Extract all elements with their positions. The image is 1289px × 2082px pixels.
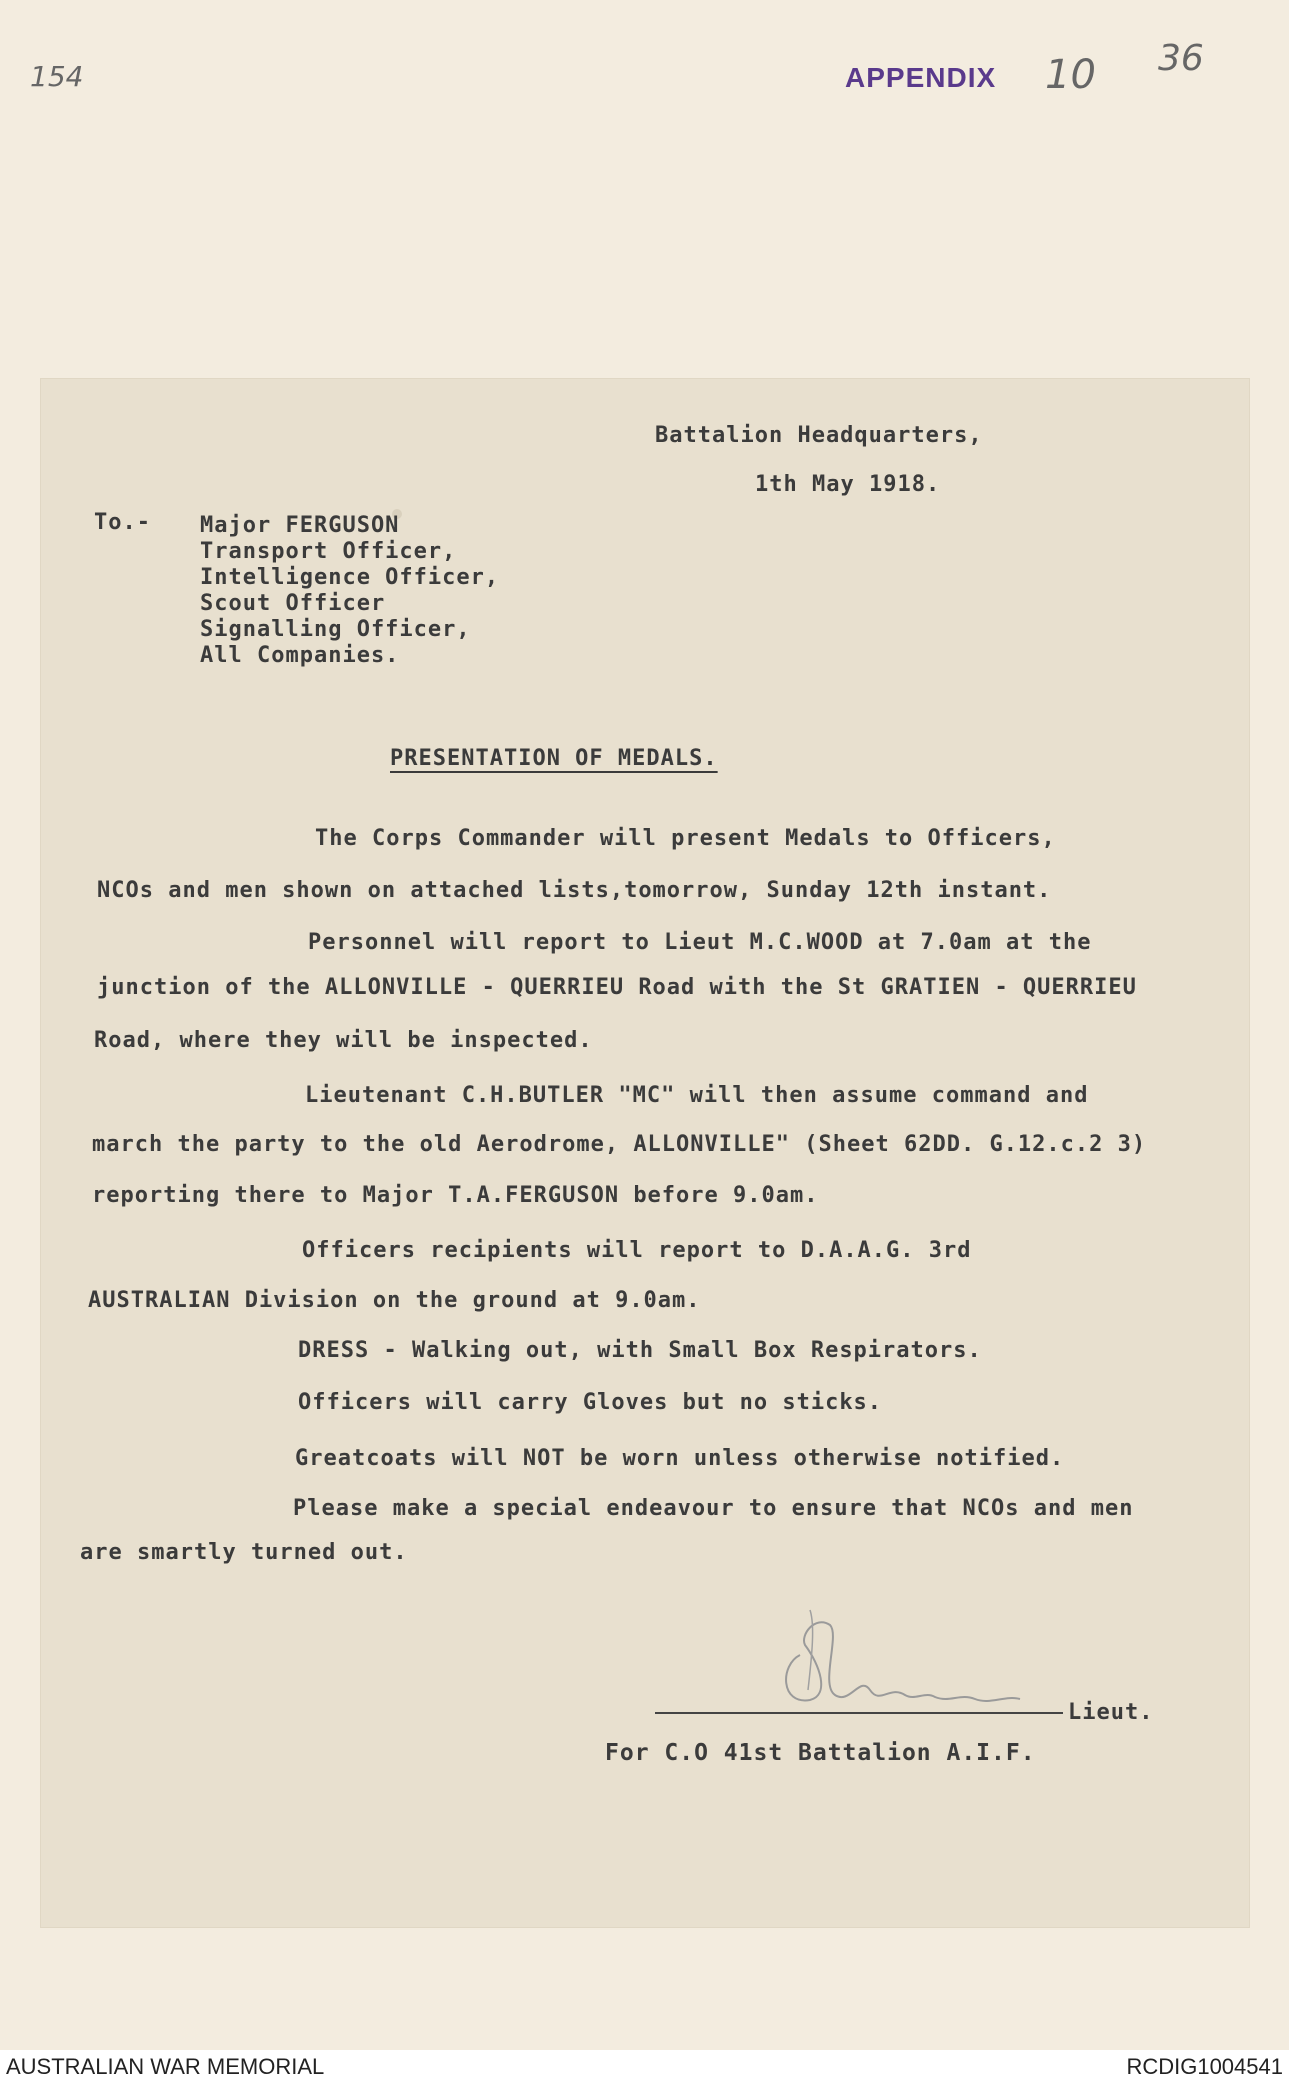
to-label: To.- xyxy=(94,510,151,535)
body-line: Personnel will report to Lieut M.C.WOOD at 7.0am at the xyxy=(308,930,1092,955)
body-line: Officers will carry Gloves but no sticks. xyxy=(298,1390,883,1415)
body-line: Greatcoats will NOT be worn unless otherwise notified. xyxy=(295,1446,1065,1471)
recipient-line: Major FERGUSON xyxy=(200,513,400,538)
page-number: 36 xyxy=(1158,38,1204,79)
corner-handwritten-mark: 154 xyxy=(30,60,84,93)
body-line: Please make a special endeavour to ensure that NCOs and men xyxy=(293,1496,1134,1521)
document-title: PRESENTATION OF MEDALS. xyxy=(390,746,718,771)
appendix-number: 10 xyxy=(1045,52,1096,98)
body-line: junction of the ALLONVILLE - QUERRIEU Road with the St GRATIEN - QUERRIEU xyxy=(97,975,1137,1000)
recipient-line: Signalling Officer, xyxy=(200,617,471,642)
body-line: AUSTRALIAN Division on the ground at 9.0am. xyxy=(88,1288,701,1313)
recipient-line: Scout Officer xyxy=(200,591,386,616)
header-date: 1th May 1918. xyxy=(755,472,941,497)
body-line: NCOs and men shown on attached lists,tomorrow, Sunday 12th instant. xyxy=(97,878,1052,903)
appendix-stamp: APPENDIX xyxy=(845,62,997,93)
body-line: DRESS - Walking out, with Small Box Respirators. xyxy=(298,1338,982,1363)
header-location: Battalion Headquarters, xyxy=(655,423,983,448)
body-line: march the party to the old Aerodrome, ALLONVILLE" (Sheet 62DD. G.12.c.2 3) xyxy=(92,1132,1147,1157)
recipient-line: All Companies. xyxy=(200,643,400,668)
body-line: Officers recipients will report to D.A.A.G. 3rd xyxy=(302,1238,972,1263)
body-line: reporting there to Major T.A.FERGUSON before 9.0am. xyxy=(92,1183,819,1208)
archive-name: AUSTRALIAN WAR MEMORIAL xyxy=(6,2054,325,2079)
recipient-line: Intelligence Officer, xyxy=(200,565,500,590)
signature-line xyxy=(655,1712,1063,1714)
signature-rank: Lieut. xyxy=(1068,1700,1154,1725)
body-line: The Corps Commander will present Medals to Officers, xyxy=(315,826,1056,851)
signature-for-line: For C.O 41st Battalion A.I.F. xyxy=(605,1740,1036,1766)
signature-scribble xyxy=(760,1595,1060,1715)
body-line: are smartly turned out. xyxy=(80,1540,408,1565)
archive-footer xyxy=(0,2050,1289,2082)
body-line: Road, where they will be inspected. xyxy=(94,1028,593,1053)
recipient-line: Transport Officer, xyxy=(200,539,457,564)
archive-reference: RCDIG1004541 xyxy=(1126,2054,1283,2079)
body-line: Lieutenant C.H.BUTLER "MC" will then assume command and xyxy=(305,1083,1089,1108)
